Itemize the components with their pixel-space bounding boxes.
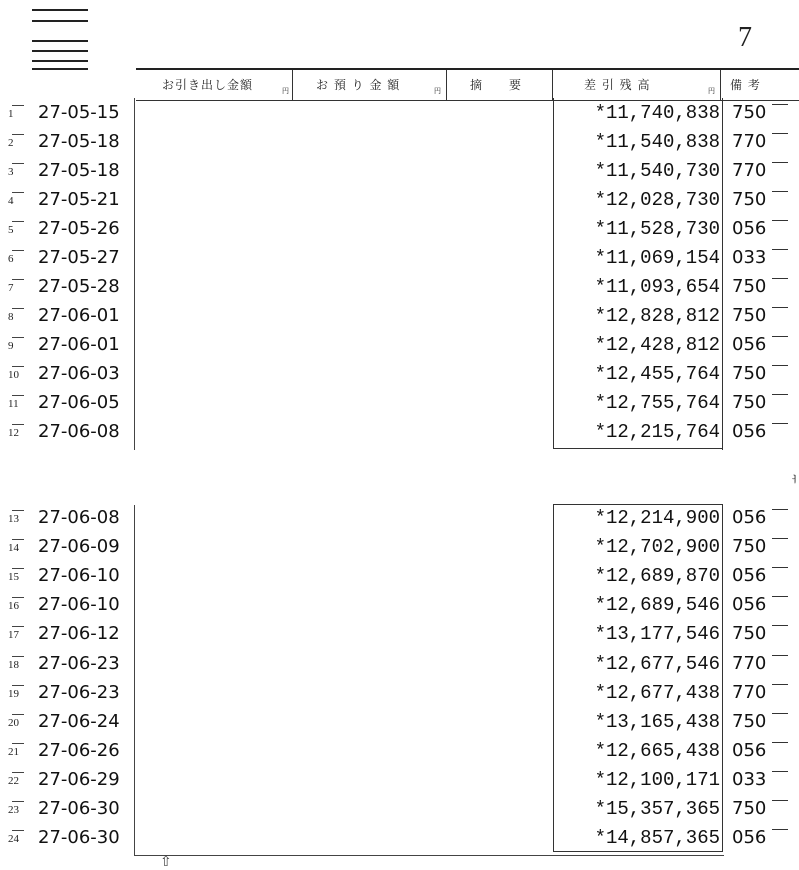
balance-amount: *12,677,438 xyxy=(594,681,720,704)
header-unit: 円 xyxy=(434,87,441,95)
note-dash xyxy=(772,625,788,626)
row-mark xyxy=(12,221,24,222)
row-number: 2 xyxy=(8,137,14,149)
balance-amount: *12,214,900 xyxy=(594,507,720,529)
balance-amount: *12,828,812 xyxy=(594,305,720,327)
note-dash xyxy=(772,829,788,830)
balance-amount: *12,702,900 xyxy=(594,536,720,559)
row-mark xyxy=(12,830,24,831)
row-mark xyxy=(12,597,24,598)
note-dash xyxy=(772,596,788,597)
row-mark xyxy=(12,279,24,280)
transaction-date: 27-06-09 xyxy=(38,536,120,558)
row-number: 18 xyxy=(8,658,19,671)
balance-amount: *12,455,764 xyxy=(594,363,720,385)
balance-amount: *11,093,654 xyxy=(594,276,720,298)
table-bottom-border xyxy=(134,855,724,856)
table-row xyxy=(0,794,799,823)
row-number: 17 xyxy=(8,629,19,642)
row-number: 23 xyxy=(8,804,19,816)
transaction-date: 27-06-29 xyxy=(38,768,120,790)
note-dash xyxy=(772,220,788,221)
balance-amount: *15,357,365 xyxy=(594,798,720,820)
transaction-date: 27-06-24 xyxy=(38,710,120,732)
table-row xyxy=(0,736,799,765)
row-number: 7 xyxy=(8,282,14,294)
arrow-marker-icon: ⇧ xyxy=(160,854,172,870)
transaction-date: 27-06-05 xyxy=(38,392,120,413)
note-code: 033 xyxy=(732,768,767,790)
note-dash xyxy=(772,742,788,743)
table-row xyxy=(0,127,799,156)
note-dash xyxy=(772,713,788,714)
row-mark xyxy=(12,626,24,627)
balance-amount: *12,755,764 xyxy=(594,392,720,414)
table-row xyxy=(0,214,799,243)
balance-amount: *14,857,365 xyxy=(594,827,720,850)
transaction-date: 27-06-10 xyxy=(38,594,120,616)
row-number: 11 xyxy=(8,398,19,410)
logo-stripe xyxy=(32,68,88,70)
table-row xyxy=(0,417,799,446)
note-code: 056 xyxy=(732,218,767,239)
note-code: 750 xyxy=(732,392,767,413)
transaction-date: 27-05-27 xyxy=(38,247,120,268)
note-dash xyxy=(772,655,788,656)
header-description: 摘 要 xyxy=(470,78,523,92)
row-mark xyxy=(12,743,24,744)
note-dash xyxy=(772,423,788,424)
row-mark xyxy=(12,395,24,396)
note-code: 750 xyxy=(732,536,767,558)
row-mark xyxy=(12,656,24,657)
balance-amount: *12,689,870 xyxy=(594,565,720,588)
logo-stripe xyxy=(32,60,88,62)
header-unit: 円 xyxy=(282,87,289,95)
table-row xyxy=(0,185,799,214)
row-number: 6 xyxy=(8,253,14,265)
row-mark xyxy=(12,568,24,569)
logo-stripe xyxy=(32,9,88,11)
note-code: 056 xyxy=(732,739,767,761)
table-row xyxy=(0,561,799,590)
balance-amount: *12,028,730 xyxy=(594,189,720,211)
row-mark xyxy=(12,801,24,802)
row-number: 4 xyxy=(8,195,14,207)
row-mark xyxy=(12,163,24,164)
row-number: 21 xyxy=(8,745,19,758)
note-code: 750 xyxy=(732,102,767,123)
note-code: 056 xyxy=(732,594,767,616)
transaction-date: 27-06-26 xyxy=(38,739,120,761)
row-mark xyxy=(12,714,24,715)
table-row xyxy=(0,532,799,561)
row-number: 24 xyxy=(8,833,19,846)
balance-amount: *11,540,730 xyxy=(594,160,720,182)
header-divider xyxy=(446,70,447,100)
row-mark xyxy=(12,366,24,367)
transaction-date: 27-05-21 xyxy=(38,189,120,210)
table-row xyxy=(0,765,799,794)
row-number: 13 xyxy=(8,513,19,525)
transaction-date: 27-06-10 xyxy=(38,565,120,587)
header-withdrawal: お引き出し金額 xyxy=(162,78,254,92)
note-dash xyxy=(772,800,788,801)
note-code: 750 xyxy=(732,710,767,732)
table-row xyxy=(0,649,799,678)
note-dash xyxy=(772,567,788,568)
balance-amount: *12,689,546 xyxy=(594,594,720,617)
row-number: 10 xyxy=(8,369,19,381)
note-code: 056 xyxy=(732,421,767,442)
note-code: 056 xyxy=(732,334,767,355)
balance-amount: *12,428,812 xyxy=(594,334,720,356)
note-code: 056 xyxy=(732,565,767,587)
note-code: 750 xyxy=(732,189,767,210)
table-row xyxy=(0,823,799,852)
balance-amount: *11,540,838 xyxy=(594,131,720,153)
row-number: 19 xyxy=(8,687,19,700)
transaction-date: 27-06-08 xyxy=(38,507,120,528)
balance-amount: *12,665,438 xyxy=(594,739,720,762)
note-code: 750 xyxy=(732,623,767,645)
transaction-date: 27-05-15 xyxy=(38,102,120,123)
row-mark xyxy=(12,424,24,425)
row-number: 3 xyxy=(8,166,14,178)
note-dash xyxy=(772,191,788,192)
note-code: 056 xyxy=(732,827,767,849)
table-row xyxy=(0,678,799,707)
balance-amount: *13,165,438 xyxy=(594,710,720,733)
transaction-date: 27-05-18 xyxy=(38,160,120,181)
row-mark xyxy=(12,510,24,511)
balance-amount: *12,100,171 xyxy=(594,768,720,791)
row-number: 1 xyxy=(8,108,14,120)
table-row xyxy=(0,388,799,417)
tick-mark-icon: ᅥ xyxy=(784,475,798,491)
note-dash xyxy=(772,365,788,366)
row-mark xyxy=(12,772,24,773)
note-dash xyxy=(772,538,788,539)
row-number: 20 xyxy=(8,716,19,729)
balance-amount: *11,740,838 xyxy=(594,102,720,124)
transaction-date: 27-06-30 xyxy=(38,798,120,819)
page-number: 7 xyxy=(738,22,752,53)
note-dash xyxy=(772,249,788,250)
column-header xyxy=(136,68,799,101)
row-mark xyxy=(12,105,24,106)
logo-stripe xyxy=(32,50,88,52)
note-code: 750 xyxy=(732,276,767,297)
table-row xyxy=(0,272,799,301)
row-number: 16 xyxy=(8,600,19,613)
note-dash xyxy=(772,394,788,395)
balance-amount: *13,177,546 xyxy=(594,623,720,646)
balance-amount: *11,528,730 xyxy=(594,218,720,240)
row-mark xyxy=(12,685,24,686)
transaction-date: 27-06-30 xyxy=(38,827,120,849)
note-dash xyxy=(772,684,788,685)
table-row xyxy=(0,590,799,619)
table-row xyxy=(0,330,799,359)
note-dash xyxy=(772,307,788,308)
header-divider xyxy=(720,70,721,100)
balance-amount: *12,215,764 xyxy=(594,421,720,443)
transaction-date: 27-05-28 xyxy=(38,276,120,297)
transaction-date: 27-05-18 xyxy=(38,131,120,152)
transaction-date: 27-06-01 xyxy=(38,305,120,326)
note-code: 770 xyxy=(732,652,767,674)
row-number: 8 xyxy=(8,311,14,323)
note-dash xyxy=(772,509,788,510)
transaction-date: 27-06-01 xyxy=(38,334,120,355)
table-row xyxy=(0,619,799,648)
row-mark xyxy=(12,539,24,540)
transaction-date: 27-06-08 xyxy=(38,421,120,442)
note-dash xyxy=(772,133,788,134)
table-row xyxy=(0,156,799,185)
table-row xyxy=(0,707,799,736)
note-dash xyxy=(772,278,788,279)
note-code: 770 xyxy=(732,131,767,152)
note-dash xyxy=(772,162,788,163)
row-mark xyxy=(12,337,24,338)
note-code: 770 xyxy=(732,160,767,181)
logo-stripe xyxy=(32,20,88,22)
transaction-date: 27-06-23 xyxy=(38,652,120,674)
header-balance: 差 引 残 高 xyxy=(584,78,651,92)
header-divider xyxy=(292,70,293,100)
note-code: 750 xyxy=(732,363,767,384)
note-code: 770 xyxy=(732,681,767,703)
header-deposit: お 預 り 金 額 xyxy=(316,78,401,92)
note-code: 750 xyxy=(732,305,767,326)
note-code: 033 xyxy=(732,247,767,268)
note-dash xyxy=(772,336,788,337)
note-dash xyxy=(772,771,788,772)
transaction-date: 27-06-23 xyxy=(38,681,120,703)
row-number: 5 xyxy=(8,224,14,236)
note-code: 750 xyxy=(732,798,767,819)
transaction-date: 27-06-12 xyxy=(38,623,120,645)
header-divider xyxy=(552,70,553,100)
header-unit: 円 xyxy=(708,87,715,95)
note-code: 056 xyxy=(732,507,767,528)
table-row xyxy=(0,301,799,330)
row-number: 14 xyxy=(8,542,19,555)
row-number: 9 xyxy=(8,340,14,352)
table-row xyxy=(0,98,799,127)
row-mark xyxy=(12,250,24,251)
table-row xyxy=(0,503,799,532)
row-mark xyxy=(12,308,24,309)
balance-amount: *12,677,546 xyxy=(594,652,720,675)
row-number: 15 xyxy=(8,571,19,584)
row-mark xyxy=(12,134,24,135)
header-notes: 備 考 xyxy=(730,78,761,92)
transaction-date: 27-06-03 xyxy=(38,363,120,384)
table-row xyxy=(0,359,799,388)
note-dash xyxy=(772,104,788,105)
balance-amount: *11,069,154 xyxy=(594,247,720,269)
transaction-date: 27-05-26 xyxy=(38,218,120,239)
logo-stripe xyxy=(32,40,88,42)
row-mark xyxy=(12,192,24,193)
row-number: 22 xyxy=(8,774,19,787)
row-number: 12 xyxy=(8,427,19,439)
table-row xyxy=(0,243,799,272)
